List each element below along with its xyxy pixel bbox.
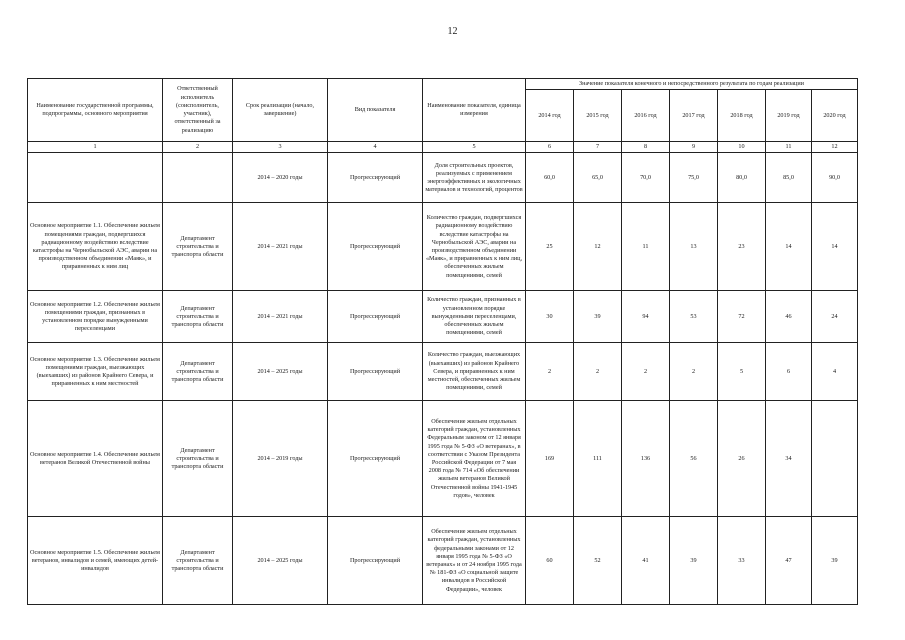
cell-responsible: Департамент строительства и транспорта области xyxy=(163,291,233,343)
header-values-group: Значение показателя конечного и непосредственного результата по годам реализации xyxy=(526,79,858,90)
cell-type: Прогрессирующий xyxy=(328,343,423,401)
cell-period: 2014 – 2021 годы xyxy=(233,203,328,291)
cell-indicator: Количество граждан, подвергшихся радиационному воздействию вследствие катастрофы на Чернобыльской АЭС, аварии на производственном объединении «Маяк», и приравненных к ним лиц, обеспеченных жильем помещениями, семей xyxy=(423,203,526,291)
header-indicator-name: Наименование показателя, единица измерения xyxy=(423,79,526,142)
cell-name xyxy=(28,153,163,203)
cell-name: Основное мероприятие 1.3. Обеспечение жильем помещениями граждан, выезжающих (выехавших) из районов Крайнего Севера, и приравненных к ним местностей xyxy=(28,343,163,401)
table-row xyxy=(28,401,858,517)
cell-indicator: Доля строительных проектов, реализуемых с применением энергоэффективных и экологичных материалов и технологий, процентов xyxy=(423,153,526,203)
column-number: 8 xyxy=(622,142,670,153)
cell-type: Прогрессирующий xyxy=(328,291,423,343)
cell-indicator: Обеспечение жильем отдельных категорий граждан, установленных Федеральным законом от 12 января 1995 года № 5-ФЗ «О ветеранах», в соответствии с Указом Президента Российской Федерации от 7 мая 2008 года № 714 «Об обеспечении жильем ветеранов Великой Отечественной войны 1941-1945 годов», человек xyxy=(423,401,526,517)
cell-value: 72 xyxy=(718,291,766,343)
cell-value: 111 xyxy=(574,401,622,517)
cell-value: 70,0 xyxy=(622,153,670,203)
cell-indicator: Количество граждан, признанных в установленном порядке вынужденными переселенцами, обеспеченных жильем помещениями, семей xyxy=(423,291,526,343)
cell-name: Основное мероприятие 1.4. Обеспечение жильем ветеранов Великой Отечественной войны xyxy=(28,401,163,517)
cell-indicator: Количество граждан, выезжающих (выехавших) из районов Крайнего Севера, и приравненных к ним местностей, обеспеченных жильем помещениями, семей xyxy=(423,343,526,401)
table-row xyxy=(28,291,858,343)
column-number: 9 xyxy=(670,142,718,153)
cell-responsible: Департамент строительства и транспорта области xyxy=(163,203,233,291)
table-row xyxy=(28,153,858,203)
column-number: 5 xyxy=(423,142,526,153)
table-row xyxy=(28,343,858,401)
cell-value: 46 xyxy=(766,291,812,343)
cell-type: Прогрессирующий xyxy=(328,401,423,517)
cell-period: 2014 – 2021 годы xyxy=(233,291,328,343)
cell-value: 11 xyxy=(622,203,670,291)
cell-name: Основное мероприятие 1.2. Обеспечение жильем помещениями граждан, признанных в установленном порядке вынужденными переселенцами xyxy=(28,291,163,343)
header-year: 2020 год xyxy=(812,90,858,142)
cell-type: Прогрессирующий xyxy=(328,517,423,605)
cell-value: 41 xyxy=(622,517,670,605)
column-number-row xyxy=(28,142,858,153)
cell-value: 52 xyxy=(574,517,622,605)
cell-value: 47 xyxy=(766,517,812,605)
cell-value: 30 xyxy=(526,291,574,343)
cell-period: 2014 – 2019 годы xyxy=(233,401,328,517)
cell-value: 5 xyxy=(718,343,766,401)
cell-value: 39 xyxy=(812,517,858,605)
cell-value: 23 xyxy=(718,203,766,291)
column-number: 12 xyxy=(812,142,858,153)
cell-value: 75,0 xyxy=(670,153,718,203)
column-number: 11 xyxy=(766,142,812,153)
cell-value: 169 xyxy=(526,401,574,517)
cell-value: 12 xyxy=(574,203,622,291)
header-name: Наименование государственной программы, подпрограммы, основного мероприятия xyxy=(28,79,163,142)
cell-period: 2014 – 2025 годы xyxy=(233,517,328,605)
header-year: 2019 год xyxy=(766,90,812,142)
header-year: 2015 год xyxy=(574,90,622,142)
cell-value: 2 xyxy=(670,343,718,401)
cell-responsible: Департамент строительства и транспорта области xyxy=(163,343,233,401)
cell-value: 24 xyxy=(812,291,858,343)
cell-value: 2 xyxy=(574,343,622,401)
cell-responsible xyxy=(163,153,233,203)
cell-value: 53 xyxy=(670,291,718,343)
cell-value: 80,0 xyxy=(718,153,766,203)
cell-value xyxy=(812,401,858,517)
cell-value: 60,0 xyxy=(526,153,574,203)
cell-value: 65,0 xyxy=(574,153,622,203)
header-year: 2017 год xyxy=(670,90,718,142)
cell-value: 60 xyxy=(526,517,574,605)
cell-value: 2 xyxy=(622,343,670,401)
cell-name: Основное мероприятие 1.5. Обеспечение жильем ветеранов, инвалидов и семей, имеющих детей-инвалидов xyxy=(28,517,163,605)
cell-value: 85,0 xyxy=(766,153,812,203)
column-number: 7 xyxy=(574,142,622,153)
table-row xyxy=(28,517,858,605)
column-number: 6 xyxy=(526,142,574,153)
cell-value: 4 xyxy=(812,343,858,401)
cell-value: 14 xyxy=(812,203,858,291)
cell-responsible: Департамент строительства и транспорта области xyxy=(163,401,233,517)
column-number: 3 xyxy=(233,142,328,153)
cell-value: 14 xyxy=(766,203,812,291)
cell-value: 25 xyxy=(526,203,574,291)
column-number: 10 xyxy=(718,142,766,153)
column-number: 2 xyxy=(163,142,233,153)
cell-value: 39 xyxy=(670,517,718,605)
cell-responsible: Департамент строительства и транспорта области xyxy=(163,517,233,605)
cell-value: 39 xyxy=(574,291,622,343)
header-year: 2018 год xyxy=(718,90,766,142)
cell-value: 90,0 xyxy=(812,153,858,203)
header-year: 2016 год xyxy=(622,90,670,142)
cell-period: 2014 – 2025 годы xyxy=(233,343,328,401)
cell-value: 26 xyxy=(718,401,766,517)
cell-value: 13 xyxy=(670,203,718,291)
column-number: 4 xyxy=(328,142,423,153)
cell-indicator: Обеспечение жильем отдельных категорий граждан, установленных федеральными законами от 12 января 1995 года № 5-ФЗ «О ветеранах» и от 24 ноября 1995 года № 181-ФЗ «О социальной защите инвалидов в Российской Федерации», человек xyxy=(423,517,526,605)
header-indicator-type: Вид показателя xyxy=(328,79,423,142)
cell-value: 56 xyxy=(670,401,718,517)
cell-value: 136 xyxy=(622,401,670,517)
header-period: Срок реализации (начало, завершение) xyxy=(233,79,328,142)
cell-type: Прогрессирующий xyxy=(328,203,423,291)
cell-value: 33 xyxy=(718,517,766,605)
cell-name: Основное мероприятие 1.1. Обеспечение жильем помещениями граждан, подвергшихся радиационному воздействию вследствие катастрофы на Чернобыльской АЭС, аварии на производственном объединении «Маяк», и приравненных к ним лиц xyxy=(28,203,163,291)
cell-type: Прогрессирующий xyxy=(328,153,423,203)
cell-value: 6 xyxy=(766,343,812,401)
cell-period: 2014 – 2020 годы xyxy=(233,153,328,203)
page-number: 12 xyxy=(447,26,458,37)
cell-value: 34 xyxy=(766,401,812,517)
header-year: 2014 год xyxy=(526,90,574,142)
indicators-table xyxy=(27,78,858,605)
table-row xyxy=(28,203,858,291)
cell-value: 94 xyxy=(622,291,670,343)
cell-value: 2 xyxy=(526,343,574,401)
header-responsible: Ответственный исполнитель (соисполнитель, участник), ответственный за реализацию xyxy=(163,79,233,142)
column-number: 1 xyxy=(28,142,163,153)
